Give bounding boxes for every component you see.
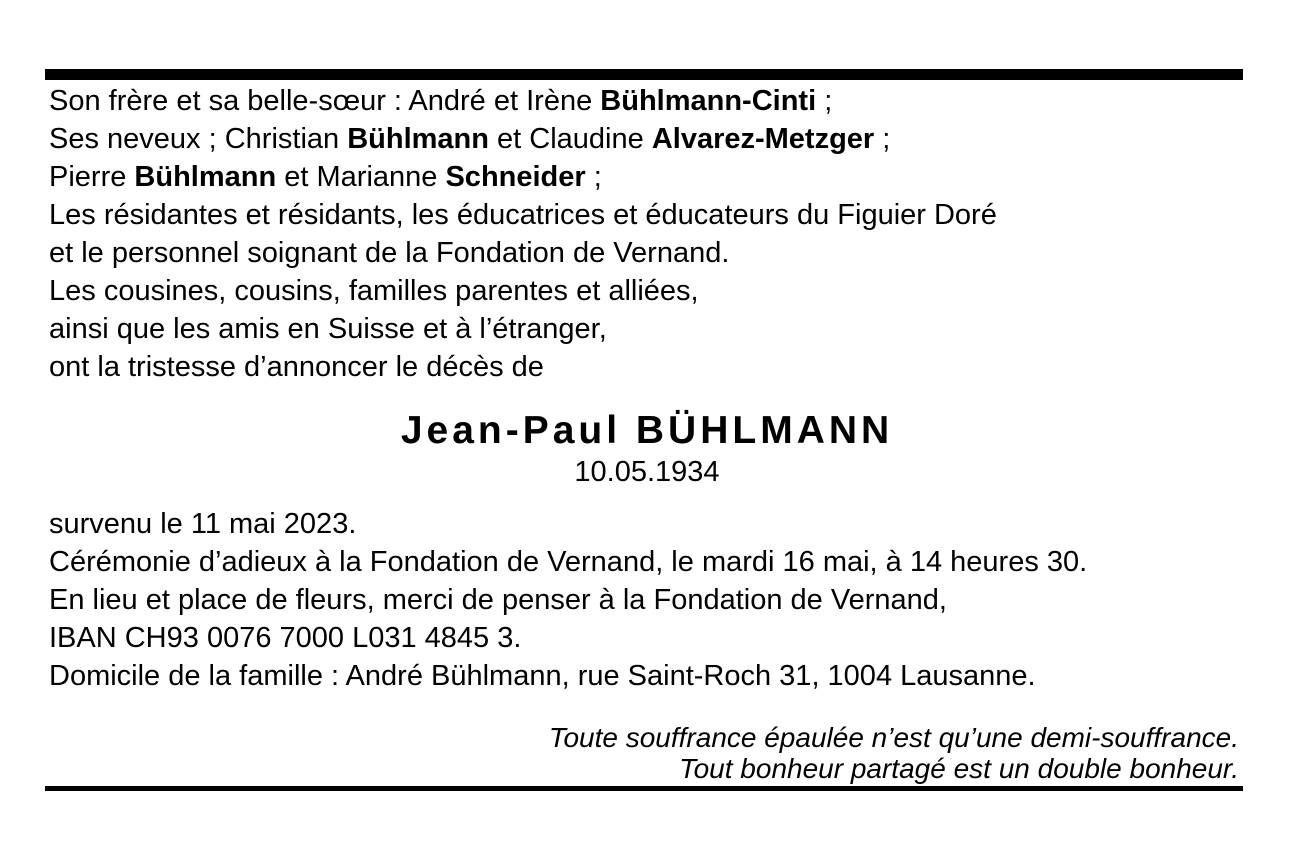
quote-line: Tout bonheur partagé est un double bonheur.	[679, 753, 1239, 784]
quote-line: Toute souffrance épaulée n’est qu’une demi-souffrance.	[548, 722, 1239, 753]
death-date-line: survenu le 11 mai 2023.	[49, 508, 357, 540]
line-text: ;	[585, 161, 602, 193]
family-line	[49, 82, 1245, 120]
line-text: Pierre	[49, 161, 135, 193]
family-line	[49, 348, 1245, 386]
line-text: ont la tristesse d’annoncer le décès de	[49, 351, 544, 383]
line-text: et Claudine	[488, 123, 652, 155]
quote-lines	[49, 722, 1245, 784]
line-text: et le personnel soignant de la Fondation de Vernand.	[49, 237, 730, 269]
line-text: Les résidantes et résidants, les éducatrices et éducateurs du Figuier Doré	[49, 199, 997, 231]
surname-bold: Bühlmann	[134, 161, 277, 193]
family-line	[49, 310, 1245, 348]
line-text: Ses neveux ; Christian	[49, 123, 348, 155]
surname-bold: Alvarez-Metzger	[651, 123, 875, 155]
line-text: ;	[874, 123, 891, 155]
line-text: Son frère et sa belle-sœur : André et Irène	[49, 85, 601, 117]
line-text: et Marianne	[276, 161, 446, 193]
family-line	[49, 158, 1245, 196]
family-line	[49, 272, 1245, 310]
surname-bold: Schneider	[445, 161, 586, 193]
bottom-rule	[45, 786, 1243, 791]
line-text: Les cousines, cousins, familles parentes et alliées,	[49, 275, 699, 307]
iban-line: IBAN CH93 0076 7000 L031 4845 3.	[49, 622, 522, 654]
donation-line: En lieu et place de fleurs, merci de penser à la Fondation de Vernand,	[49, 584, 947, 616]
top-rule	[45, 69, 1243, 80]
family-lines	[49, 82, 1245, 386]
family-line	[49, 120, 1245, 158]
detail-lines	[49, 505, 1245, 695]
deceased-name: Jean-Paul BÜHLMANN	[400, 409, 894, 452]
birth-date: 10.05.1934	[574, 456, 720, 488]
line-text: ainsi que les amis en Suisse et à l’étranger,	[49, 313, 607, 345]
family-line	[49, 196, 1245, 234]
family-address-line: Domicile de la famille : André Bühlmann, rue Saint-Roch 31, 1004 Lausanne.	[49, 660, 1036, 692]
line-text: ;	[816, 85, 833, 117]
family-line	[49, 234, 1245, 272]
surname-bold: Bühlmann-Cinti	[600, 85, 817, 117]
ceremony-line: Cérémonie d’adieux à la Fondation de Vernand, le mardi 16 mai, à 14 heures 30.	[49, 546, 1088, 578]
announcement-body	[49, 82, 1245, 784]
surname-bold: Bühlmann	[347, 123, 489, 155]
